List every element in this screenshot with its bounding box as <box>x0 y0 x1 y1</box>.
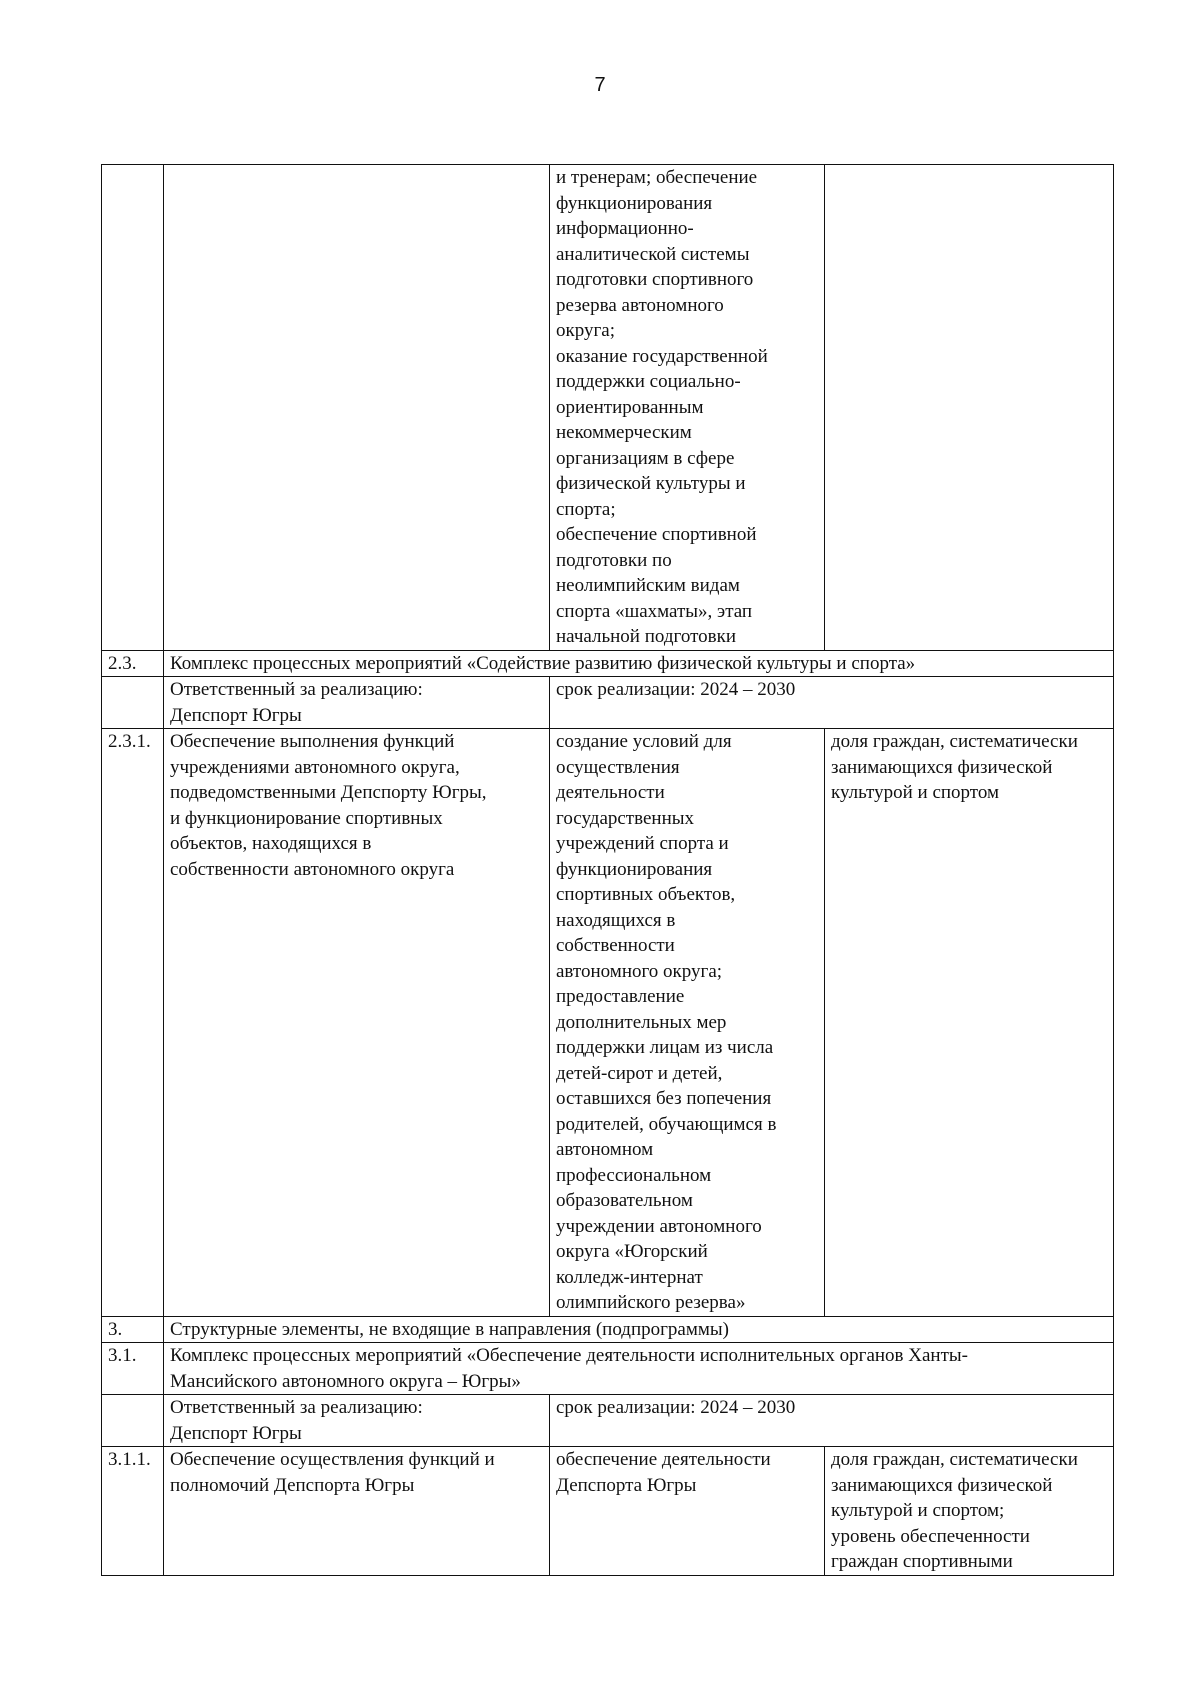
effect-line: собственности <box>556 935 675 956</box>
effect-line: оказание государственной <box>556 345 768 367</box>
effect-line: оставшихся без попечения <box>556 1088 772 1109</box>
task-cell <box>164 165 550 651</box>
responsible-cell <box>164 677 550 729</box>
indicator-line: культурой и спортом; <box>831 1500 1005 1521</box>
indicator-line: доля граждан, систематически <box>831 1449 1078 1470</box>
effect-line: аналитической системы <box>556 243 750 265</box>
program-structure-table <box>101 164 1114 1576</box>
indicator-line: уровень обеспеченности <box>831 1525 1030 1547</box>
indicator-line: занимающихся физической <box>831 756 1053 778</box>
table-row-continuation <box>102 165 1114 651</box>
indicator-line: доля граждан, систематически <box>831 731 1078 752</box>
effect-line: поддержки социально- <box>556 371 741 392</box>
effect-line: автономного округа; <box>556 960 723 982</box>
indicator-cell <box>825 729 1114 1317</box>
task-line: объектов, находящихся в <box>170 833 372 854</box>
effect-line: обеспечение спортивной <box>556 524 757 545</box>
effect-line: дополнительных мер <box>556 1011 727 1033</box>
effect-line: подготовки по <box>556 549 672 571</box>
responsible-cell <box>164 1395 550 1447</box>
effect-line: Депспорта Югры <box>556 1474 697 1496</box>
section-title-cell: Структурные элементы, не входящие в направления (подпрограммы) <box>164 1316 1114 1343</box>
indicator-cell <box>825 1447 1114 1576</box>
effect-line: начальной подготовки <box>556 626 737 647</box>
effect-line: предоставление <box>556 986 685 1007</box>
effect-line: родителей, обучающимся в <box>556 1113 777 1135</box>
effect-line: спорта «шахматы», этап <box>556 600 753 622</box>
effect-line: и тренерам; обеспечение <box>556 167 758 188</box>
row-number-cell <box>102 1395 164 1447</box>
effect-line: некоммерческим <box>556 422 692 443</box>
term-cell: срок реализации: 2024 – 2030 <box>550 1395 1114 1447</box>
effect-line: функционирования <box>556 192 713 214</box>
effect-line: организациям в сфере <box>556 447 735 469</box>
table-row-section <box>102 1316 1114 1343</box>
effect-cell <box>550 165 825 651</box>
effect-line: резерва автономного <box>556 294 724 316</box>
effect-cell <box>550 729 825 1317</box>
section-title-cell: Комплекс процессных мероприятий «Содействие развитию физической культуры и спорта» <box>164 650 1114 677</box>
task-line: собственности автономного округа <box>170 858 455 880</box>
effect-line: деятельности <box>556 782 665 803</box>
table-row-responsible <box>102 1395 1114 1447</box>
effect-line: функционирования <box>556 858 713 880</box>
row-number-cell: 2.3. <box>102 650 164 677</box>
effect-line: неолимпийским видам <box>556 575 740 596</box>
effect-line: профессиональном <box>556 1164 712 1186</box>
table-row-task <box>102 729 1114 1317</box>
section-title-line: Комплекс процессных мероприятий «Обеспечение деятельности исполнительных органов Ханты- <box>170 1345 968 1366</box>
responsible-line: Ответственный за реализацию: <box>170 1397 423 1418</box>
term-cell: срок реализации: 2024 – 2030 <box>550 677 1114 729</box>
effect-line: подготовки спортивного <box>556 269 754 290</box>
effect-line: осуществления <box>556 756 680 778</box>
row-number-cell: 3. <box>102 1316 164 1343</box>
effect-line: учреждении автономного <box>556 1215 762 1237</box>
row-number-cell <box>102 165 164 651</box>
task-line: подведомственными Депспорту Югры, <box>170 782 487 803</box>
effect-line: округа «Югорский <box>556 1241 708 1262</box>
effect-line: учреждений спорта и <box>556 833 729 854</box>
responsible-line: Депспорт Югры <box>170 1422 302 1444</box>
task-line: Обеспечение осуществления функций и <box>170 1449 495 1470</box>
effect-line: ориентированным <box>556 396 704 418</box>
task-cell <box>164 729 550 1317</box>
effect-line: физической культуры и <box>556 473 746 494</box>
effect-line: округа; <box>556 320 615 341</box>
effect-line: олимпийского резерва» <box>556 1292 746 1313</box>
effect-line: колледж-интернат <box>556 1266 703 1288</box>
table-row-section <box>102 1343 1114 1395</box>
section-title-cell <box>164 1343 1114 1395</box>
effect-line: образовательном <box>556 1190 693 1211</box>
task-line: Обеспечение выполнения функций <box>170 731 455 752</box>
task-line: учреждениями автономного округа, <box>170 756 460 778</box>
task-cell <box>164 1447 550 1576</box>
effect-line: спортивных объектов, <box>556 884 736 905</box>
row-number-cell <box>102 677 164 729</box>
task-line: и функционирование спортивных <box>170 807 443 829</box>
effect-cell <box>550 1447 825 1576</box>
table-row-section <box>102 650 1114 677</box>
page-number: 7 <box>594 74 606 96</box>
indicator-line: занимающихся физической <box>831 1474 1053 1496</box>
responsible-line: Депспорт Югры <box>170 704 302 726</box>
indicator-cell <box>825 165 1114 651</box>
effect-line: государственных <box>556 807 695 829</box>
table-row-responsible <box>102 677 1114 729</box>
row-number-cell: 3.1. <box>102 1343 164 1395</box>
responsible-line: Ответственный за реализацию: <box>170 679 423 700</box>
effect-line: автономном <box>556 1139 654 1160</box>
section-title-line: Мансийского автономного округа – Югры» <box>170 1370 521 1392</box>
row-number-cell: 3.1.1. <box>102 1447 164 1576</box>
effect-line: поддержки лицам из числа <box>556 1037 774 1058</box>
effect-line: обеспечение деятельности <box>556 1449 771 1470</box>
table-row-task <box>102 1447 1114 1576</box>
effect-line: находящихся в <box>556 909 676 931</box>
effect-line: спорта; <box>556 498 616 520</box>
effect-line: детей-сирот и детей, <box>556 1062 723 1084</box>
effect-line: информационно- <box>556 218 694 239</box>
effect-line: создание условий для <box>556 731 732 752</box>
indicator-line: культурой и спортом <box>831 782 1000 803</box>
indicator-line: граждан спортивными <box>831 1551 1013 1572</box>
row-number-cell: 2.3.1. <box>102 729 164 1317</box>
task-line: полномочий Депспорта Югры <box>170 1474 415 1496</box>
